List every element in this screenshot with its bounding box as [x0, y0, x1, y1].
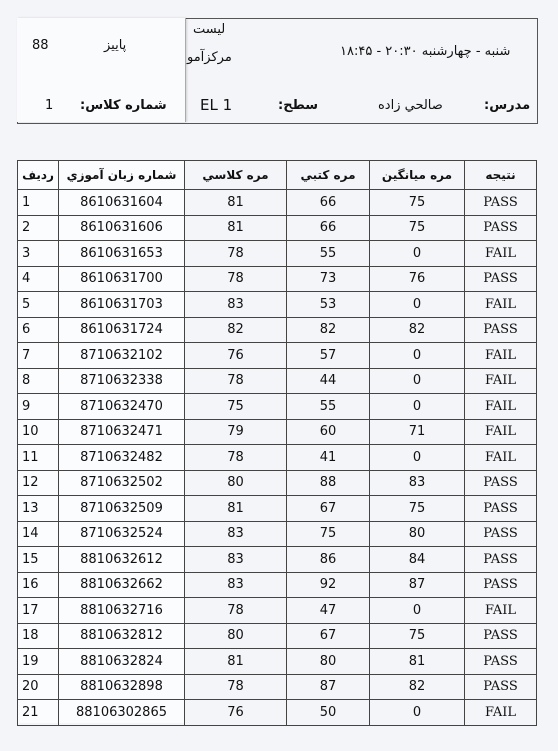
student-id-cell: 8610631606	[59, 215, 185, 241]
table-row	[18, 496, 537, 522]
class-score-cell: 76	[185, 343, 287, 369]
class-score-cell: 81	[185, 649, 287, 675]
col-header-average: مره ميانگين	[370, 161, 465, 190]
average-score-cell: 84	[370, 547, 465, 573]
student-id-cell: 8710632482	[59, 445, 185, 471]
student-id-cell: 8710632470	[59, 394, 185, 420]
class-score-cell: 83	[185, 547, 287, 573]
class-score-cell: 78	[185, 266, 287, 292]
table-row	[18, 649, 537, 675]
class-score-cell: 81	[185, 215, 287, 241]
average-score-cell: 82	[370, 317, 465, 343]
row-number-cell: 19	[18, 649, 59, 675]
row-number-cell: 1	[18, 190, 59, 216]
row-number-cell: 10	[18, 419, 59, 445]
written-score-cell: 47	[287, 598, 370, 624]
table-row	[18, 292, 537, 318]
student-id-cell: 8710632524	[59, 521, 185, 547]
col-header-student-id: شماره زبان آموزي	[59, 161, 185, 190]
student-id-cell: 8710632338	[59, 368, 185, 394]
header-center: مركزآمو	[187, 50, 232, 65]
table-row	[18, 572, 537, 598]
table-row	[18, 266, 537, 292]
table-row	[18, 343, 537, 369]
table-row	[18, 190, 537, 216]
average-score-cell: 0	[370, 700, 465, 726]
result-cell: FAIL	[465, 343, 537, 369]
average-score-cell: 75	[370, 215, 465, 241]
student-id-cell: 8710632502	[59, 470, 185, 496]
written-score-cell: 57	[287, 343, 370, 369]
written-score-cell: 55	[287, 394, 370, 420]
table-row	[18, 521, 537, 547]
row-number-cell: 4	[18, 266, 59, 292]
row-number-cell: 11	[18, 445, 59, 471]
class-score-cell: 79	[185, 419, 287, 445]
student-id-cell: 8710632509	[59, 496, 185, 522]
written-score-cell: 55	[287, 241, 370, 267]
teacher-name: صالحي زاده	[378, 98, 443, 113]
average-score-cell: 71	[370, 419, 465, 445]
class-score-cell: 83	[185, 572, 287, 598]
header-term: پاييز	[104, 38, 127, 53]
result-cell: PASS	[465, 674, 537, 700]
result-cell: PASS	[465, 649, 537, 675]
table-row	[18, 674, 537, 700]
written-score-cell: 75	[287, 521, 370, 547]
class-number-label: شماره كلاس:	[80, 98, 167, 113]
class-score-cell: 78	[185, 445, 287, 471]
written-score-cell: 60	[287, 419, 370, 445]
result-cell: FAIL	[465, 394, 537, 420]
table-row	[18, 470, 537, 496]
row-number-cell: 8	[18, 368, 59, 394]
header-title: ليست	[193, 22, 226, 37]
result-cell: FAIL	[465, 419, 537, 445]
result-cell: PASS	[465, 190, 537, 216]
average-score-cell: 0	[370, 343, 465, 369]
table-row	[18, 623, 537, 649]
average-score-cell: 0	[370, 598, 465, 624]
average-score-cell: 76	[370, 266, 465, 292]
teacher-label: مدرس:	[484, 98, 531, 113]
result-cell: PASS	[465, 623, 537, 649]
written-score-cell: 50	[287, 700, 370, 726]
table-row	[18, 547, 537, 573]
row-number-cell: 18	[18, 623, 59, 649]
result-cell: FAIL	[465, 241, 537, 267]
table-row	[18, 700, 537, 726]
level-label: سطح:	[278, 98, 319, 113]
written-score-cell: 88	[287, 470, 370, 496]
col-header-written-score: مره كتبي	[287, 161, 370, 190]
result-cell: FAIL	[465, 700, 537, 726]
student-id-cell: 8810632716	[59, 598, 185, 624]
written-score-cell: 67	[287, 496, 370, 522]
result-cell: PASS	[465, 266, 537, 292]
average-score-cell: 75	[370, 190, 465, 216]
written-score-cell: 67	[287, 623, 370, 649]
student-id-cell: 8810632662	[59, 572, 185, 598]
average-score-cell: 82	[370, 674, 465, 700]
row-number-cell: 9	[18, 394, 59, 420]
result-cell: PASS	[465, 547, 537, 573]
table-header-row	[18, 161, 537, 190]
class-score-cell: 81	[185, 496, 287, 522]
row-number-cell: 17	[18, 598, 59, 624]
class-score-cell: 78	[185, 598, 287, 624]
table-row	[18, 317, 537, 343]
average-score-cell: 0	[370, 241, 465, 267]
row-number-cell: 3	[18, 241, 59, 267]
average-score-cell: 81	[370, 649, 465, 675]
student-id-cell: 8610631724	[59, 317, 185, 343]
student-id-cell: 8810632898	[59, 674, 185, 700]
written-score-cell: 66	[287, 190, 370, 216]
row-number-cell: 12	[18, 470, 59, 496]
row-number-cell: 16	[18, 572, 59, 598]
col-header-class-score: مره كلاسي	[185, 161, 287, 190]
student-id-cell: 8610631653	[59, 241, 185, 267]
written-score-cell: 53	[287, 292, 370, 318]
average-score-cell: 83	[370, 470, 465, 496]
row-number-cell: 15	[18, 547, 59, 573]
row-number-cell: 14	[18, 521, 59, 547]
average-score-cell: 0	[370, 394, 465, 420]
table-row	[18, 598, 537, 624]
class-score-cell: 81	[185, 190, 287, 216]
average-score-cell: 0	[370, 445, 465, 471]
col-header-row-number: رديف	[18, 161, 59, 190]
class-score-cell: 80	[185, 470, 287, 496]
average-score-cell: 87	[370, 572, 465, 598]
class-score-cell: 82	[185, 317, 287, 343]
result-cell: PASS	[465, 317, 537, 343]
written-score-cell: 66	[287, 215, 370, 241]
row-number-cell: 21	[18, 700, 59, 726]
table-row	[18, 445, 537, 471]
row-number-cell: 13	[18, 496, 59, 522]
result-cell: PASS	[465, 470, 537, 496]
result-cell: PASS	[465, 521, 537, 547]
header-number: 88	[32, 38, 49, 53]
class-score-cell: 78	[185, 241, 287, 267]
student-id-cell: 88106302865	[59, 700, 185, 726]
class-score-cell: 80	[185, 623, 287, 649]
class-score-cell: 83	[185, 521, 287, 547]
header-schedule: شنبه - چهارشنبه ۲۰:۳۰ - ۱۸:۴۵	[340, 44, 511, 59]
student-id-cell: 8710632471	[59, 419, 185, 445]
student-id-cell: 8610631604	[59, 190, 185, 216]
average-score-cell: 75	[370, 496, 465, 522]
written-score-cell: 73	[287, 266, 370, 292]
written-score-cell: 87	[287, 674, 370, 700]
class-score-cell: 78	[185, 368, 287, 394]
average-score-cell: 0	[370, 368, 465, 394]
class-score-cell: 75	[185, 394, 287, 420]
class-score-cell: 83	[185, 292, 287, 318]
student-id-cell: 8610631700	[59, 266, 185, 292]
student-id-cell: 8810632612	[59, 547, 185, 573]
written-score-cell: 92	[287, 572, 370, 598]
table-row	[18, 394, 537, 420]
result-cell: PASS	[465, 215, 537, 241]
student-id-cell: 8810632824	[59, 649, 185, 675]
average-score-cell: 75	[370, 623, 465, 649]
average-score-cell: 0	[370, 292, 465, 318]
result-cell: FAIL	[465, 445, 537, 471]
row-number-cell: 7	[18, 343, 59, 369]
average-score-cell: 80	[370, 521, 465, 547]
class-score-cell: 76	[185, 700, 287, 726]
table-row	[18, 241, 537, 267]
table-row	[18, 419, 537, 445]
written-score-cell: 44	[287, 368, 370, 394]
row-number-cell: 5	[18, 292, 59, 318]
result-cell: PASS	[465, 496, 537, 522]
col-header-result: نتيجه	[465, 161, 537, 190]
level-value: EL 1	[200, 96, 233, 114]
table-row	[18, 215, 537, 241]
class-number-value: 1	[45, 98, 54, 113]
grades-table	[17, 160, 537, 726]
written-score-cell: 41	[287, 445, 370, 471]
written-score-cell: 86	[287, 547, 370, 573]
student-id-cell: 8610631703	[59, 292, 185, 318]
result-cell: FAIL	[465, 598, 537, 624]
row-number-cell: 2	[18, 215, 59, 241]
table-row	[18, 368, 537, 394]
written-score-cell: 82	[287, 317, 370, 343]
written-score-cell: 80	[287, 649, 370, 675]
row-number-cell: 6	[18, 317, 59, 343]
result-cell: FAIL	[465, 368, 537, 394]
result-cell: PASS	[465, 572, 537, 598]
result-cell: FAIL	[465, 292, 537, 318]
student-id-cell: 8810632812	[59, 623, 185, 649]
class-score-cell: 78	[185, 674, 287, 700]
row-number-cell: 20	[18, 674, 59, 700]
student-id-cell: 8710632102	[59, 343, 185, 369]
